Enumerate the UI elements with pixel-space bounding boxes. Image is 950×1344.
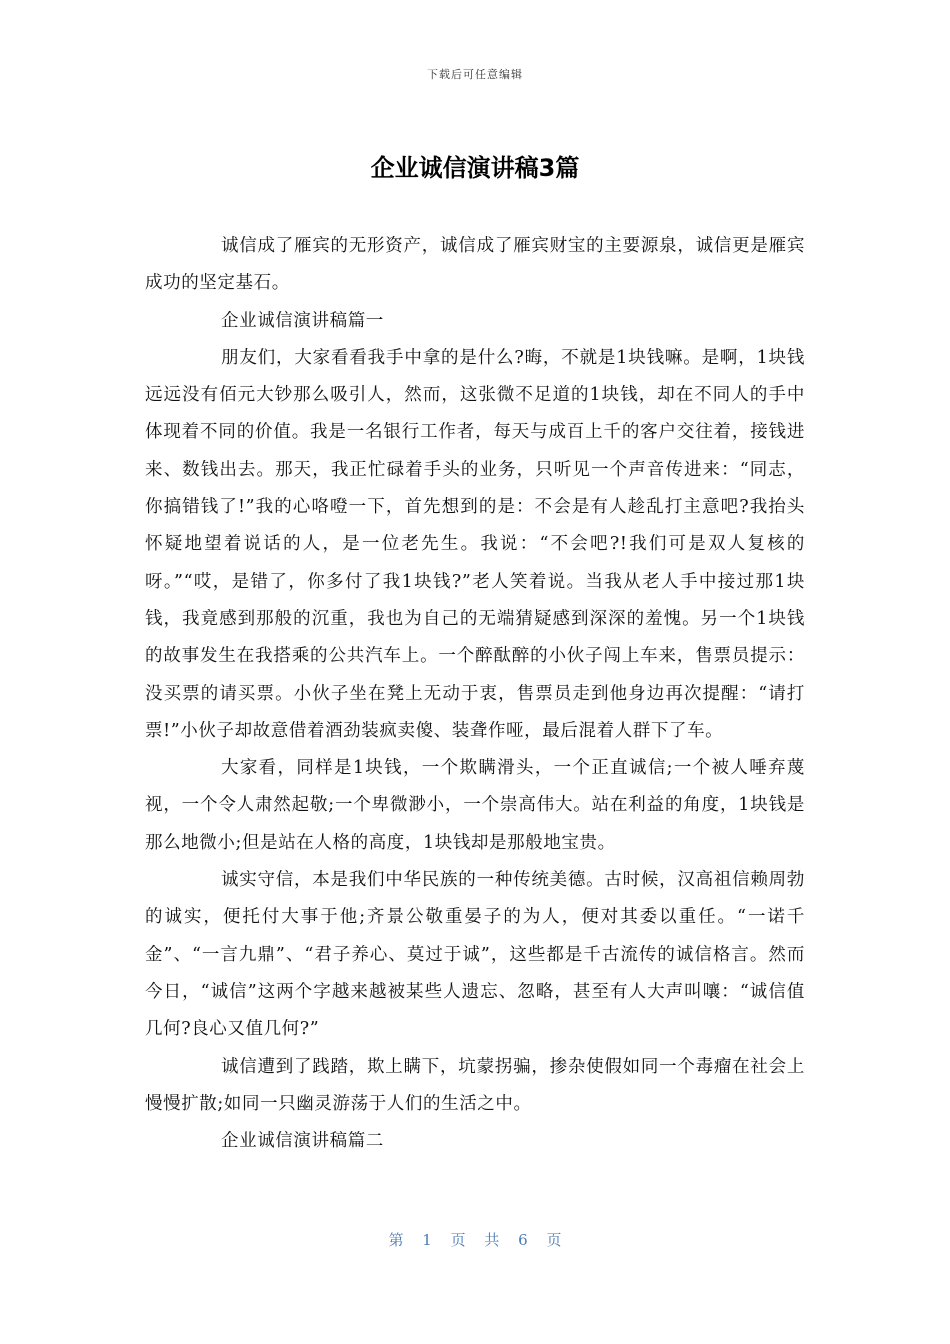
body-paragraph: 大家看，同样是1块钱，一个欺瞒滑头，一个正直诚信;一个被人唾弃蔑视，一个令人肃然起敬;一个卑微渺小，一个崇高伟大。站在利益的角度，1块钱是那么地微小;但是站在人格的高度，1块钱却是那般地宝贵。: [145, 758, 805, 853]
intro-paragraph: 诚信成了雁宾的无形资产，诚信成了雁宾财宝的主要源泉，诚信更是雁宾成功的坚定基石。: [145, 236, 805, 294]
body-paragraph: 诚信遭到了践踏，欺上瞒下，坑蒙拐骗，掺杂使假如同一个毒瘤在社会上慢慢扩散;如同一只幽灵游荡于人们的生活之中。: [145, 1056, 805, 1114]
body-paragraph: 朋友们，大家看看我手中拿的是什么?晦，不就是1块钱嘛。是啊，1块钱远远没有佰元大钞那么吸引人，然而，这张微不足道的1块钱，却在不同人的手中体现着不同的价值。我是一名银行工作者，每天与成百上千的客户交往着，接钱进来、数钱出去。那天，我正忙碌着手头的业务，只听见一个声音传进来：“同志，你搞错钱了!”我的心咯噔一下，首先想到的是：不会是有人趁乱打主意吧?我抬头怀疑地望着说话的人，是一位老先生。我说：“不会吧?!我们可是双人复核的呀。”“哎，是错了，你多付了我1块钱?”老人笑着说。当我从老人手中接过那1块钱，我竟感到那般的沉重，我也为自己的无端猜疑感到深深的羞愧。另一个1块钱的故事发生在我搭乘的公共汽车上。一个醉酞醉的小伙子闯上车来，售票员提示：没买票的请买票。小伙子坐在凳上无动于衷，售票员走到他身边再次提醒：“请打票!”小伙子却故意借着酒劲装疯卖傻、装聋作哑，最后混着人群下了车。: [145, 347, 805, 741]
section-heading-2: 企业诚信演讲稿篇二: [221, 1131, 384, 1152]
body-paragraph: 诚实守信，本是我们中华民族的一种传统美德。古时候，汉高祖信赖周勃的诚实，便托付大事于他;齐景公敬重晏子的为人，便对其委以重任。“一诺千金”、“一言九鼎”、“君子养心、莫过于诚”，这些都是千古流传的诚信格言。然而今日，“诚信”这两个字越来越被某些人遗忘、忽略，甚至有人大声叫嚷：“诚信值几何?良心又值几何?”: [145, 870, 805, 1040]
page-number-footer: 第 1 页 共 6 页: [388, 1231, 562, 1249]
document-title: 企业诚信演讲稿3篇: [370, 154, 580, 182]
header-note: 下载后可任意编辑: [427, 68, 523, 81]
section-heading-1: 企业诚信演讲稿篇一: [221, 310, 384, 331]
document-body: [145, 228, 805, 1160]
